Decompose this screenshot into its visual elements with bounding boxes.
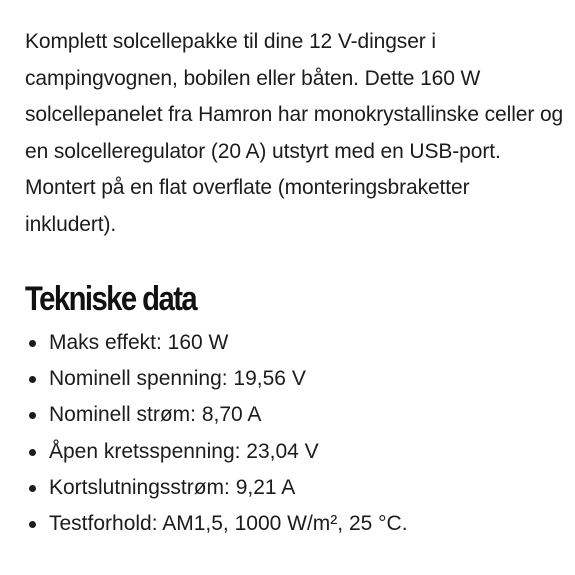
- spec-text: Åpen kretsspenning: 23,04 V: [49, 439, 319, 463]
- bullet-icon: [29, 412, 36, 419]
- spec-list: [25, 325, 408, 542]
- spec-item-nominal-voltage: [25, 361, 408, 397]
- spec-item-test-conditions: [25, 506, 408, 542]
- spec-text: Nominell strøm: 8,70 A: [49, 403, 262, 427]
- spec-item-short-circuit-current: [25, 470, 408, 506]
- bullet-icon: [29, 485, 36, 492]
- bullet-icon: [29, 340, 36, 347]
- bullet-icon: [29, 376, 36, 383]
- article-content: [25, 24, 565, 536]
- bullet-icon: [29, 449, 36, 456]
- bullet-icon: [29, 521, 36, 528]
- spec-text: Maks effekt: 160 W: [49, 331, 229, 354]
- spec-text: Kortslutningsstrøm: 9,21 A: [49, 475, 296, 499]
- spec-item-max-power: [25, 325, 408, 361]
- spec-item-nominal-current: [25, 397, 408, 433]
- spec-text: Testforhold: AM1,5, 1000 W/m², 25 °C.: [49, 512, 408, 536]
- section-heading: Tekniske data: [25, 280, 197, 318]
- intro-paragraph: Komplett solcellepakke til dine 12 V-dingser i campingvognen, bobilen eller båten. Dette 160 W solcellepanelet fra Hamron har monokrystallinske celler og en solcelleregulator (20 A) utstyrt med en USB-port. Montert på en flat overflate (monteringsbraketter inkludert).: [25, 30, 564, 236]
- spec-item-open-circuit-voltage: [25, 434, 408, 470]
- spec-text: Nominell spenning: 19,56 V: [49, 367, 306, 391]
